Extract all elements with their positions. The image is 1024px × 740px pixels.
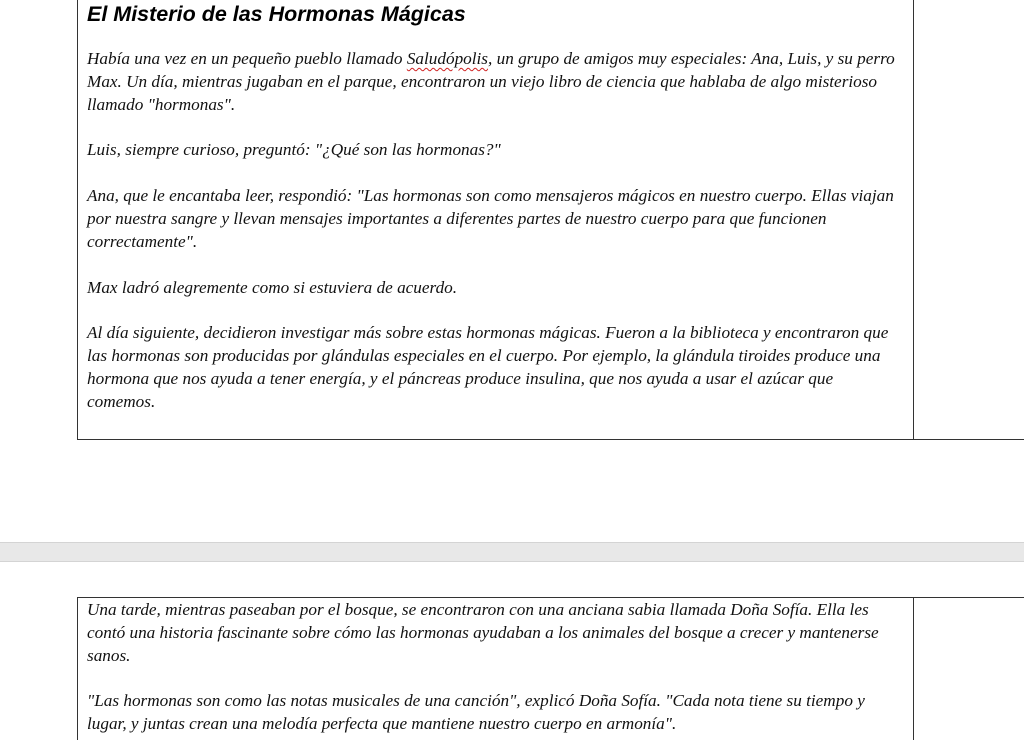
paragraph-2[interactable]: Luis, siempre curioso, preguntó: "¿Qué son las hormonas?" [87, 140, 501, 160]
paragraph-1-start: Había una vez en un pequeño pueblo llamado [87, 49, 407, 68]
paragraph-1-end: , un grupo de amigos muy especiales: Ana, Luis, y su perro Max. Un día, mientras jugaban en el parque, encontraron un viejo libro de ciencia que hablaba de algo misterioso llamado "hormonas". [87, 49, 895, 114]
table-column-divider [913, 598, 914, 740]
document-title[interactable]: El Misterio de las Hormonas Mágicas [87, 2, 466, 26]
story-cell-2[interactable] [87, 599, 905, 736]
story-table-2 [77, 597, 1024, 740]
story-table-1 [77, 0, 1024, 440]
misspelled-word[interactable]: Saludópolis [406, 49, 488, 68]
paragraph-7[interactable]: "Las hormonas son como las notas musicales de una canción", explicó Doña Sofía. "Cada nota tiene su tiempo y lugar, y juntas crean una melodía perfecta que mantiene nuestro cuerpo en armonía". [87, 691, 865, 734]
paragraph-3[interactable]: Ana, que le encantaba leer, respondió: "Las hormonas son como mensajeros mágicos en nuestro cuerpo. Ellas viajan por nuestra sangre y llevan mensajes importantes a diferentes partes de nuestro cuerpo para que funcionen correctamente". [87, 186, 894, 251]
paragraph-4[interactable]: Max ladró alegremente como si estuviera de acuerdo. [87, 277, 458, 297]
paragraph-1[interactable] [87, 48, 905, 116]
document-page-2 [0, 562, 1024, 740]
story-cell-1[interactable] [87, 48, 905, 414]
table-column-divider [913, 0, 914, 439]
paragraph-5[interactable]: Al día siguiente, decidieron investigar más sobre estas hormonas mágicas. Fueron a la biblioteca y encontraron que las hormonas son producidas por glándulas especiales en el cuerpo. Por ejemplo, la glándula tiroides produce una hormona que nos ayuda a tener energía, y el páncreas produce insulina, que nos ayuda a usar el azúcar que comemos. [87, 323, 889, 411]
paragraph-6[interactable]: Una tarde, mientras paseaban por el bosque, se encontraron con una anciana sabia llamada Doña Sofía. Ella les contó una historia fascinante sobre cómo las hormonas ayudaban a los animales del bosque a crecer y mantenerse sanos. [87, 600, 879, 665]
page-separator [0, 542, 1024, 562]
